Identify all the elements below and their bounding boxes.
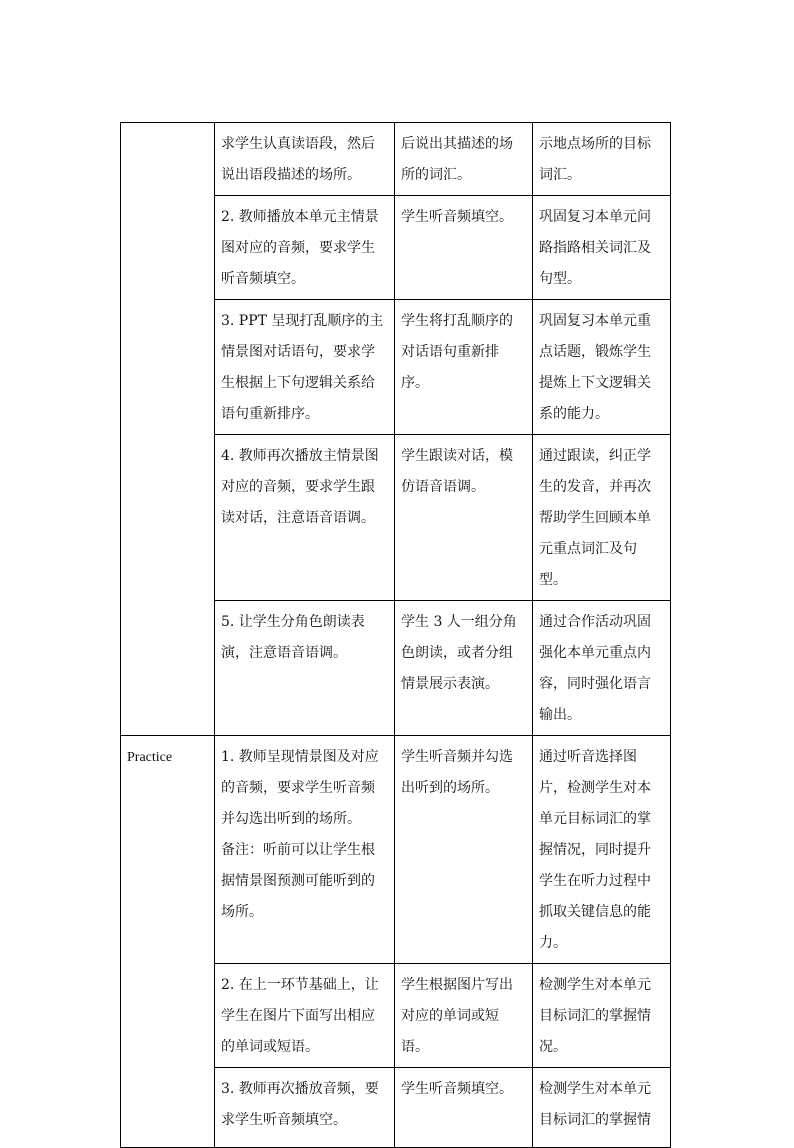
student-activity-cell: 学生听音频填空。 [395, 1068, 533, 1148]
purpose-cell: 检测学生对本单元目标词汇的掌握情况。 [533, 964, 671, 1068]
purpose-cell: 通过跟读，纠正学生的发音，并再次帮助学生回顾本单元重点词汇及句型。 [533, 435, 671, 601]
student-activity-cell: 学生将打乱顺序的对话语句重新排序。 [395, 300, 533, 435]
stage-cell-practice: Practice [121, 736, 215, 1148]
table-row [121, 736, 671, 964]
student-activity-cell: 后说出其描述的场所的词汇。 [395, 123, 533, 196]
stage-cell [121, 123, 215, 736]
student-activity-cell: 学生 3 人一组分角色朗读，或者分组情景展示表演。 [395, 601, 533, 736]
teacher-activity-cell: 3. PPT 呈现打乱顺序的主情景图对话语句，要求学生根据上下句逻辑关系给语句重新排序。 [215, 300, 395, 435]
student-activity-cell: 学生听音频填空。 [395, 196, 533, 300]
purpose-cell: 巩固复习本单元重点话题，锻炼学生提炼上下文逻辑关系的能力。 [533, 300, 671, 435]
purpose-cell: 通过听音选择图片，检测学生对本单元目标词汇的掌握情况，同时提升学生在听力过程中抓取关键信息的能力。 [533, 736, 671, 964]
student-activity-cell: 学生根据图片写出对应的单词或短语。 [395, 964, 533, 1068]
purpose-cell: 示地点场所的目标词汇。 [533, 123, 671, 196]
teacher-activity-cell [215, 736, 395, 964]
student-activity-cell: 学生听音频并勾选出听到的场所。 [395, 736, 533, 964]
teacher-activity-text: 1. 教师呈现情景图及对应的音频，要求学生听音频并勾选出听到的场所。 [221, 749, 379, 827]
teacher-activity-cell: 求学生认真读语段，然后说出语段描述的场所。 [215, 123, 395, 196]
teacher-activity-cell: 5. 让学生分角色朗读表演，注意语音语调。 [215, 601, 395, 736]
purpose-cell: 通过合作活动巩固强化本单元重点内容，同时强化语言输出。 [533, 601, 671, 736]
purpose-cell: 检测学生对本单元目标词汇的掌握情 [533, 1068, 671, 1148]
student-activity-cell: 学生跟读对话，模仿语音语调。 [395, 435, 533, 601]
teacher-activity-cell: 2. 在上一环节基础上，让学生在图片下面写出相应的单词或短语。 [215, 964, 395, 1068]
teacher-activity-cell: 2. 教师播放本单元主情景图对应的音频，要求学生听音频填空。 [215, 196, 395, 300]
teacher-note-text: 备注：听前可以让学生根据情景图预测可能听到的场所。 [221, 842, 375, 920]
lesson-plan-table [120, 122, 671, 1148]
teacher-activity-cell: 4. 教师再次播放主情景图对应的音频，要求学生跟读对话，注意语音语调。 [215, 435, 395, 601]
purpose-cell: 巩固复习本单元问路指路相关词汇及句型。 [533, 196, 671, 300]
teacher-activity-cell: 3. 教师再次播放音频，要求学生听音频填空。 [215, 1068, 395, 1148]
table-row [121, 123, 671, 196]
